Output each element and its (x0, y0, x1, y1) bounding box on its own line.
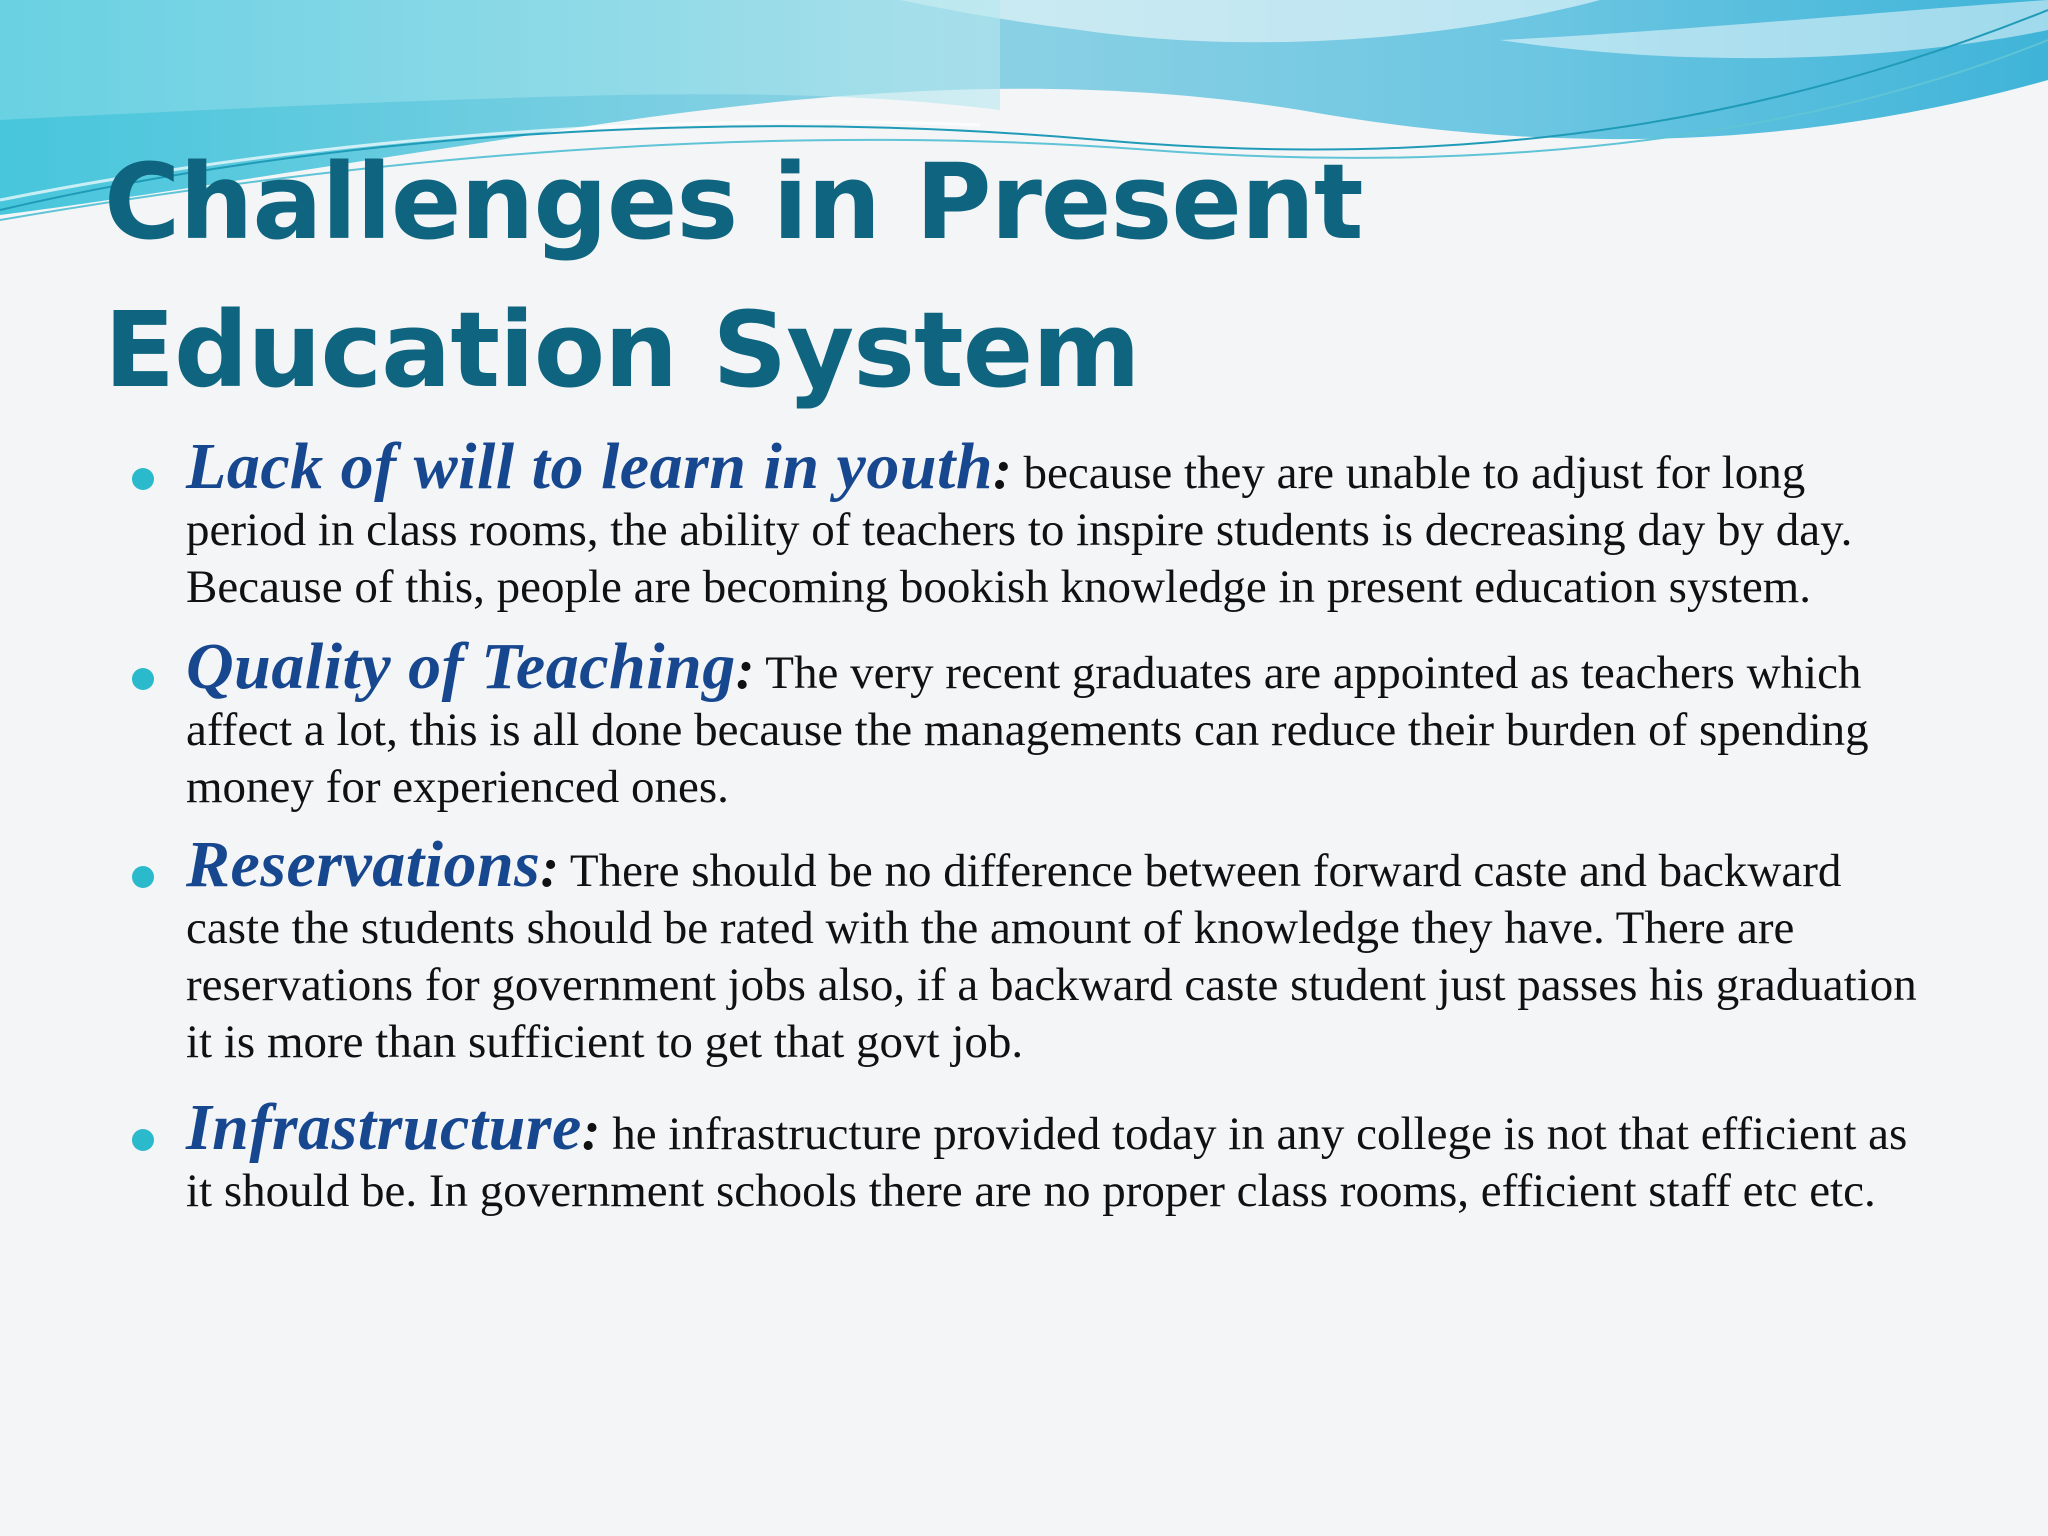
bullet-colon: : (735, 639, 755, 701)
bullet-item-reservations (130, 828, 1930, 1071)
slide-title: Challenges in Present Education System (104, 141, 1363, 411)
bullet-text: he infrastructure provided today in any college is not that efficient as it should be. In government schools there are no proper class rooms, efficient staff etc etc. (186, 1108, 1908, 1217)
bullet-dot-icon (132, 1129, 154, 1151)
bullet-list (130, 430, 1930, 1220)
bullet-text: There should be no difference between forward caste and backward caste the students should be rated with the amount of knowledge they have. There are reservations for government jobs also, if a backward caste student just passes his graduation it is more than sufficient to get that govt job. (186, 845, 1917, 1068)
bullet-text: The very recent graduates are appointed as teachers which affect a lot, this is all done because the managements can reduce their burden of spending money for experienced ones. (186, 647, 1869, 813)
bullet-item-infrastructure (130, 1091, 1930, 1220)
bullet-dot-icon (132, 468, 154, 490)
bullet-colon: : (540, 837, 559, 899)
bullet-colon: : (581, 1100, 601, 1162)
bullet-item-lack-of-will (130, 430, 1930, 616)
bullet-dot-icon (132, 668, 154, 690)
bullet-colon: : (993, 439, 1012, 501)
bullet-dot-icon (132, 866, 154, 888)
bullet-term: Lack of will to learn in youth (186, 430, 994, 503)
bullet-term: Quality of Teaching (186, 630, 736, 703)
bullet-text: because they are unable to adjust for long period in class rooms, the ability of teachers to inspire students is decreasing day by day. Because of this, people are becoming bookish knowledge in present education system. (186, 447, 1853, 613)
bullet-term: Reservations (186, 828, 541, 901)
bullet-item-quality-of-teaching (130, 630, 1930, 816)
bullet-term: Infrastructure (186, 1091, 582, 1164)
